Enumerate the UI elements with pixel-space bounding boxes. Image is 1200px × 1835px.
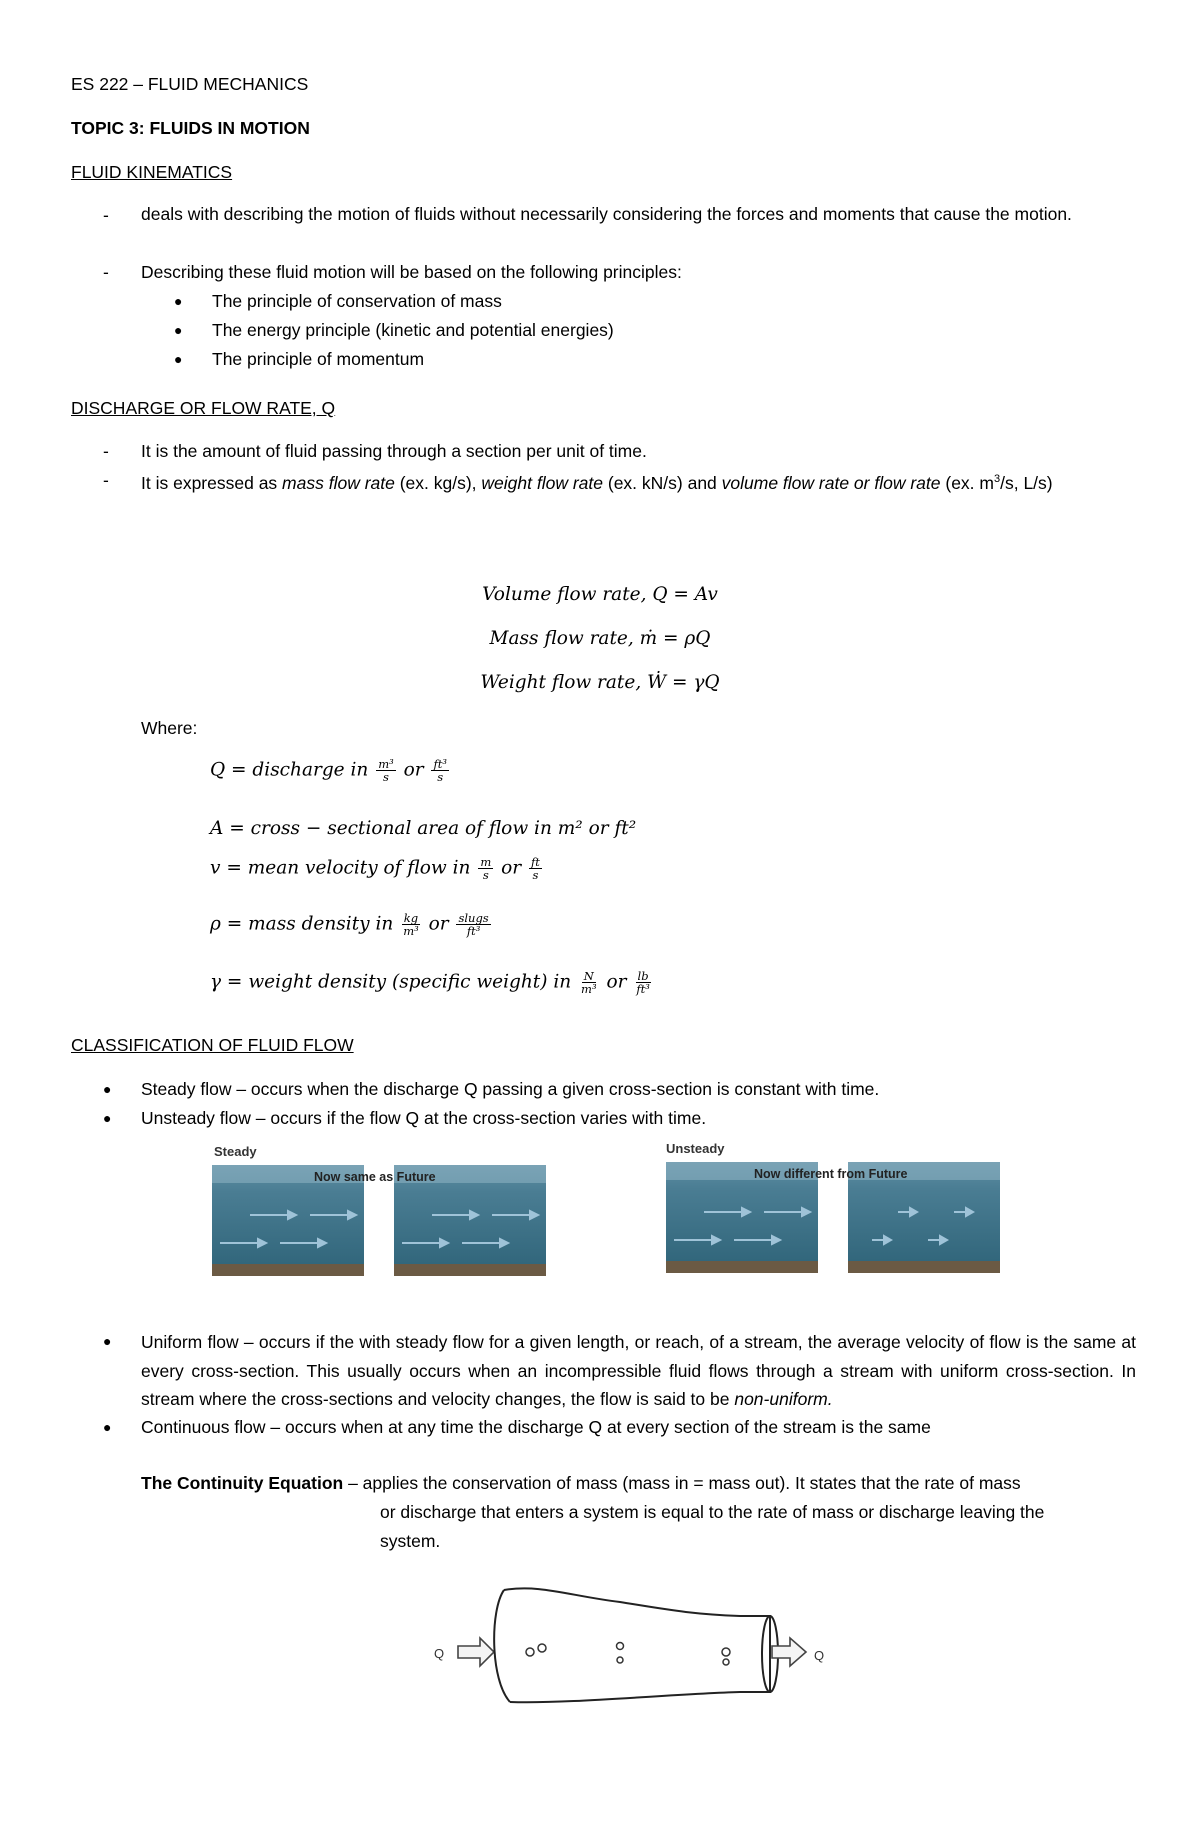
- dash-bullet: -: [103, 470, 109, 490]
- kinematics-item: Describing these fluid motion will be based on the following principles:: [141, 262, 682, 282]
- dash-bullet: -: [103, 441, 109, 461]
- discharge-item-units: It is expressed as mass flow rate (ex. kg/s), weight flow rate (ex. kN/s) and volume flow rate or flow rate (ex. $m^3/s$, L/s): [141, 472, 1053, 493]
- principle-item: The principle of momentum: [212, 349, 425, 369]
- formula-weight-flow: Weight flow rate, Ẇ = γQ: [480, 672, 720, 693]
- continuity-term: The Continuity Equation: [141, 1473, 344, 1493]
- continuity-line-2: or discharge that enters a system is equal to the rate of mass or discharge leaving the: [380, 1502, 1045, 1522]
- uniform-flow-item: Uniform flow – occurs if the with steady flow for a given length, or reach, of a stream, the average velocity of flow is the same at every cross-section. This usually occurs when an incompressible fluid flows through a stream with uniform cross-section. In stream where the cross-sections and velocity changes, the flow is said to be non-uniform.: [141, 1332, 1136, 1409]
- continuous-flow-item: Continuous flow – occurs when at any time the discharge Q at every section of the stream is the same: [141, 1417, 931, 1437]
- bullet-dot: ●: [103, 1333, 112, 1349]
- definition-a: A = cross − sectional area of flow in m² or ft²: [210, 818, 637, 839]
- unsteady-flow-item: Unsteady flow – occurs if the flow Q at the cross-section varies with time.: [141, 1108, 707, 1128]
- principle-item: The energy principle (kinetic and potential energies): [212, 320, 614, 340]
- formula-mass-flow: Mass flow rate, ṁ = ρQ: [489, 628, 711, 649]
- bullet-dot: ●: [103, 1081, 112, 1097]
- topic-title: TOPIC 3: FLUIDS IN MOTION: [71, 118, 310, 138]
- formula-volume-flow: Volume flow rate, Q = Av: [482, 584, 718, 605]
- inlet-label: Q: [434, 1646, 445, 1661]
- definition-gamma: γ = weight density (specific weight) in $\frac{N}{\text{m³}}$ or $\frac{lb}{\text{ft³}}$: [210, 969, 650, 996]
- bullet-dot: ●: [103, 1419, 112, 1435]
- dash-bullet: -: [103, 205, 109, 225]
- principle-item: The principle of conservation of mass: [212, 291, 502, 311]
- continuity-line-1: The Continuity Equation – applies the conservation of mass (mass in = mass out). It states that the rate of mass: [141, 1473, 1021, 1493]
- section-heading-discharge: DISCHARGE OR FLOW RATE, Q: [71, 398, 336, 418]
- ground-strip: [394, 1264, 546, 1276]
- ground-strip: [666, 1261, 818, 1273]
- bullet-dot: ●: [174, 351, 183, 367]
- fluid-particles: [526, 1643, 730, 1666]
- unsteady-figure-title: Unsteady: [666, 1141, 725, 1156]
- unsteady-figure-caption: Now different from Future: [754, 1167, 908, 1181]
- course-title: ES 222 – FLUID MECHANICS: [71, 74, 309, 94]
- inlet-arrow: [458, 1638, 494, 1666]
- ground-strip: [848, 1261, 1000, 1273]
- kinematics-item: deals with describing the motion of fluids without necessarily considering the forces and moments that cause the motion.: [141, 204, 1072, 224]
- bullet-dot: ●: [174, 322, 183, 338]
- continuity-line-3: system.: [380, 1531, 441, 1551]
- steady-figure-caption: Now same as Future: [314, 1170, 436, 1184]
- pipe-inlet-edge: [494, 1590, 510, 1702]
- unsteady-flow-figure: [660, 1136, 1005, 1280]
- continuity-diagram: [420, 1580, 840, 1720]
- where-label: Where:: [141, 718, 198, 738]
- dash-bullet: -: [103, 262, 109, 282]
- ground-strip: [212, 1264, 364, 1276]
- bullet-dot: ●: [174, 293, 183, 309]
- definition-rho: ρ = mass density in $\frac{kg}{\text{m³}}$ or $\frac{\text{slugs}}{\text{ft³}}$: [210, 911, 489, 938]
- discharge-item: It is the amount of fluid passing through a section per unit of time.: [141, 441, 647, 461]
- definition-v: v = mean velocity of flow in $\frac{m}{s}$ or $\frac{ft}{s}$: [210, 855, 540, 882]
- steady-figure-title: Steady: [214, 1144, 257, 1159]
- definition-q: Q = discharge in $\frac{\text{m³}}{s}$ or $\frac{\text{ft³}}{s}$: [210, 757, 447, 784]
- bullet-dot: ●: [103, 1110, 112, 1126]
- steady-flow-item: Steady flow – occurs when the discharge Q passing a given cross-section is constant with time.: [141, 1079, 880, 1099]
- section-heading-kinematics: FLUID KINEMATICS: [71, 162, 233, 182]
- steady-flow-figure: [210, 1140, 550, 1280]
- section-heading-classification: CLASSIFICATION OF FLUID FLOW: [71, 1035, 354, 1055]
- outlet-label: Q: [814, 1648, 825, 1663]
